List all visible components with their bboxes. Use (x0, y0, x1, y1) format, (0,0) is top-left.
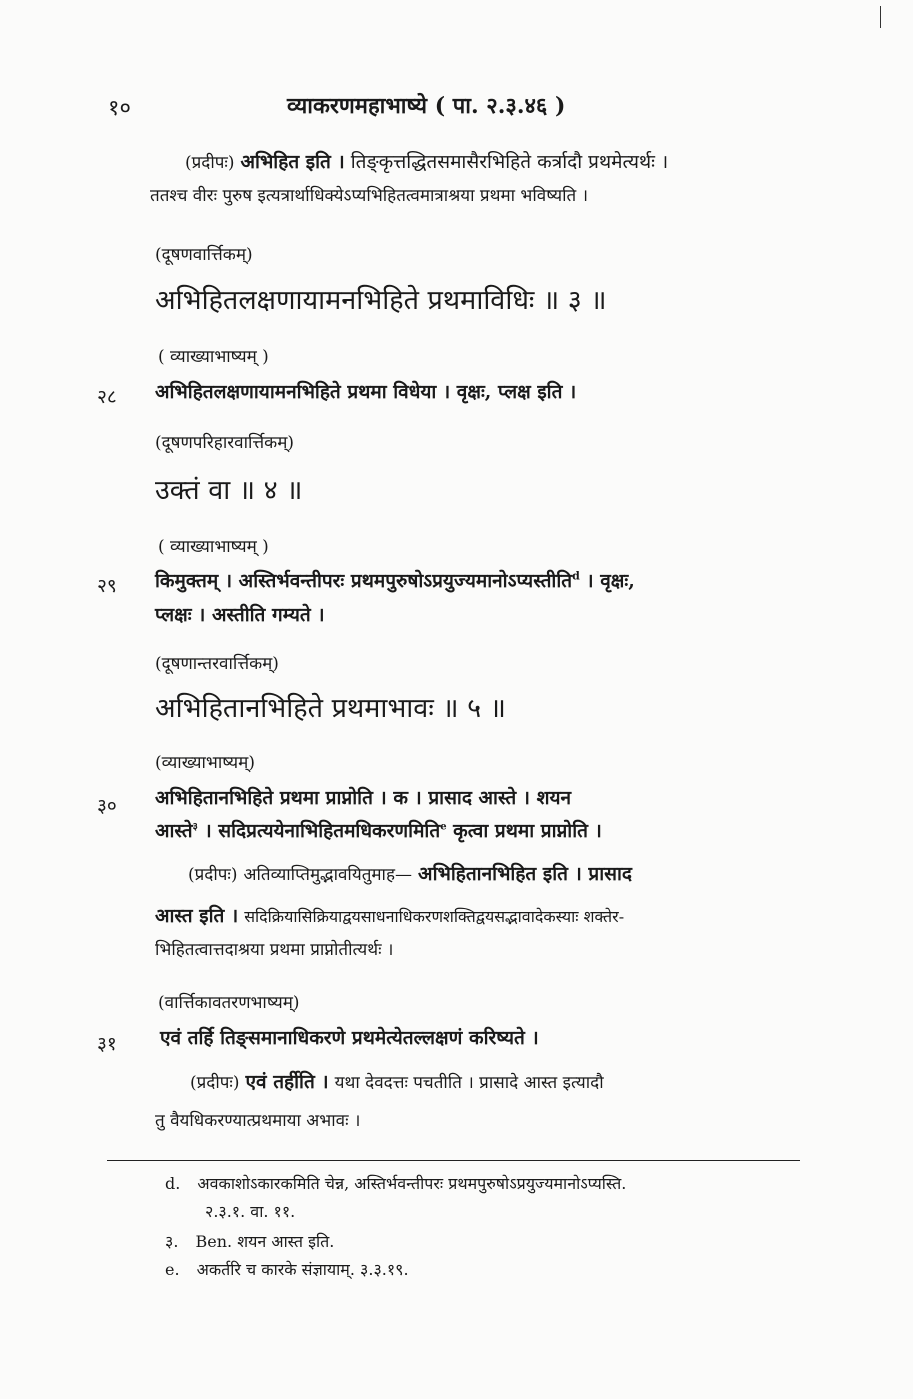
pradipa-lemma: अभिहित इति । (240, 151, 345, 173)
pradipa-line-1 (188, 860, 632, 886)
paragraph-text: । सदिप्रत्ययेनाभिहितमधिकरणमिति (197, 820, 441, 842)
paragraph-29-line-2: प्लक्षः । अस्तीति गम्यते । (155, 604, 325, 626)
footnote-ref: d (572, 569, 580, 583)
footnote-d (165, 1172, 626, 1194)
section-heading: (व्याख्याभाष्यम्) (155, 753, 255, 773)
paragraph-29-line-1 (155, 567, 635, 593)
section-heading: ( व्याख्याभाष्यम् ) (158, 537, 269, 557)
footnote-text: Ben. शयन आस्त इति. (195, 1232, 335, 1251)
footnote-mark: e. (165, 1260, 180, 1279)
pradipa-lemma: एवं तर्हीति । (245, 1071, 329, 1093)
footnote-d-line-2: २.३.१. वा. ११. (205, 1202, 296, 1221)
paragraph-31: एवं तर्हि तिङ्समानाधिकरणे प्रथमेत्येतल्लक्षणं करिष्यते । (160, 1027, 539, 1049)
pradipa-line-2: ततश्च वीरः पुरुष इत्यत्रार्थाधिक्येऽप्यभिहितत्वमात्राश्रया प्रथमा भविष्यति । (150, 186, 589, 206)
paragraph-number: ३० (97, 795, 117, 817)
page-number: १० (108, 96, 131, 121)
pradipa-line-1 (185, 148, 668, 174)
varttika-4: उक्तं वा ॥ ४ ॥ (155, 475, 303, 506)
footnote-mark: d. (165, 1174, 181, 1193)
paragraph-28: अभिहितलक्षणायामनभिहिते प्रथमा विधेया । वृक्षः, प्लक्ष इति । (155, 381, 577, 403)
pradipa-line-2 (155, 902, 624, 928)
pradipa-text: अतिव्याप्तिमुद्भावयितुमाह— (243, 865, 412, 885)
footnote-e (165, 1258, 409, 1280)
scan-edge-mark (880, 6, 881, 28)
pradipa-text: यथा देवदत्तः पचतीति । प्रासादे आस्त इत्यादौ (334, 1073, 604, 1093)
pradipa-label: (प्रदीपः) (190, 1073, 240, 1093)
paragraph-text: कृत्वा प्रथमा प्राप्नोति । (446, 820, 602, 842)
pradipa-label: (प्रदीपः) (188, 865, 238, 885)
section-heading: (दूषणवार्त्तिकम्) (155, 245, 253, 265)
footnote-mark: ३. (165, 1232, 179, 1251)
paragraph-30-line-2 (155, 817, 602, 843)
footnote-rule (107, 1160, 800, 1161)
running-title: व्याकरणमहाभाष्ये ( पा. २.३.४६ ) (287, 93, 566, 119)
varttika-3: अभिहितलक्षणायामनभिहिते प्रथमाविधिः ॥ ३ ॥ (155, 285, 607, 316)
section-heading: (दूषणपरिहारवार्त्तिकम्) (155, 433, 295, 453)
paragraph-30-line-1: अभिहितानभिहिते प्रथमा प्राप्नोति । क । प्रासाद आस्ते । शयन (155, 787, 572, 809)
pradipa-line-1 (190, 1068, 604, 1094)
paragraph-text: आस्ते (155, 820, 193, 842)
pradipa-lemma: आस्त इति । (155, 905, 239, 927)
section-heading: (वार्त्तिकावतरणभाष्यम्) (158, 993, 300, 1013)
footnote-ref: e (440, 821, 447, 833)
paragraph-number: २९ (97, 575, 117, 597)
pradipa-line-2: तु वैयधिकरण्यात्प्रथमाया अभावः । (155, 1111, 361, 1131)
section-heading: ( व्याख्याभाष्यम् ) (158, 347, 269, 367)
footnote-text: अवकाशोऽकारकमिति चेन्न, अस्तिर्भवन्तीपरः प्रथमपुरुषोऽप्रयुज्यमानोऽप्यस्ति. (197, 1174, 627, 1193)
footnote-ref: ३ (192, 821, 198, 833)
pradipa-text: सदिक्रियासिक्रियाद्वयसाधनाधिकरणशक्तिद्वयसद्भावादेकस्याः शक्तेर- (244, 907, 625, 926)
varttika-5: अभिहितानभिहिते प्रथमाभावः ॥ ५ ॥ (155, 693, 506, 724)
pradipa-label: (प्रदीपः) (185, 153, 235, 173)
pradipa-lemma: अभिहितानभिहित इति । प्रासाद (418, 863, 632, 885)
paragraph-text: किमुक्तम् । अस्तिर्भवन्तीपरः प्रथमपुरुषोऽप्रयुज्यमानोऽप्यस्तीति (155, 570, 573, 592)
paragraph-text: । वृक्षः, (579, 570, 635, 592)
footnote-text: अकर्तरि च कारके संज्ञायाम्. ३.३.१९. (196, 1260, 409, 1279)
paragraph-number: ३१ (97, 1033, 117, 1055)
paragraph-number: २८ (97, 386, 117, 408)
pradipa-text: तिङ्कृत्तद्धितसमासैरभिहिते कर्त्रादौ प्रथमेत्यर्थः । (350, 151, 669, 173)
pradipa-line-3: भिहितत्वात्तदाश्रया प्रथमा प्राप्नोतीत्यर्थः । (155, 940, 394, 960)
footnote-3 (165, 1230, 334, 1252)
section-heading: (दूषणान्तरवार्त्तिकम्) (155, 654, 279, 674)
